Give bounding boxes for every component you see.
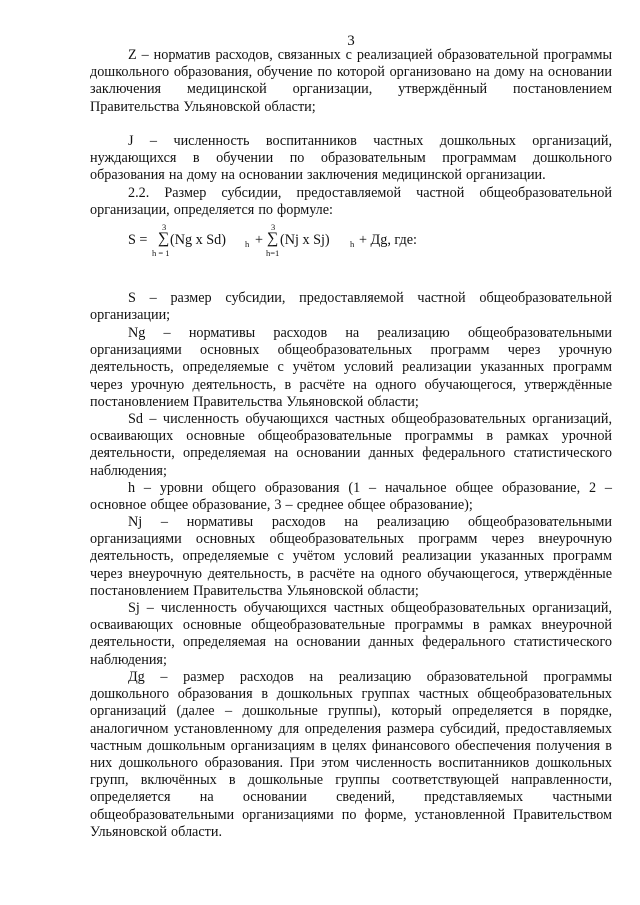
paragraph-h-definition: h – уровни общего образования (1 – начальное общее образование, 2 – основное общее образование, 3 – среднее общее образование); xyxy=(90,480,612,514)
paragraph-sj-definition: Sj – численность обучающихся частных общеобразовательных организаций, осваивающих основные общеобразовательные программы в рамках внеурочной деятельности, определяемая на основании данных федерального статистического наблюдения; xyxy=(90,600,612,668)
formula-sum2-lower: h=1 xyxy=(266,248,280,258)
paragraph-ng-definition: Ng – нормативы расходов на реализацию общеобразовательными организациями основных общеобразовательных программ через урочную деятельность, определяемые с учётом условий реализации указанных программ через урочную деятельность, в расчёте на одного обучающегося, утверждённые постановлением Правительства Ульяновской области; xyxy=(90,325,612,410)
formula-sum1-sign: ∑ xyxy=(158,230,170,247)
subsidy-formula xyxy=(128,224,428,264)
paragraph-z-definition: Z – норматив расходов, связанных с реализацией образовательной программы дошкольного образования, обучение по которой организовано на дому на основании заключения медицинской организации, утверждённый постановлением Правительства Ульяновской области; xyxy=(90,47,612,115)
formula-sum2-sign: ∑ xyxy=(267,230,279,247)
page-number: 3 xyxy=(347,33,355,49)
formula-term2-subscript: h xyxy=(350,239,355,249)
paragraph-section-2-2: 2.2. Размер субсидии, предоставляемой частной общеобразовательной организации, определяется по формуле: xyxy=(90,185,612,219)
paragraph-s-definition: S – размер субсидии, предоставляемой частной общеобразовательной организации; xyxy=(90,290,612,324)
paragraph-nj-definition: Nj – нормативы расходов на реализацию общеобразовательными организациями основных общеобразовательных программ через внеурочную деятельность, определяемые с учётом условий реализации указанных программ через внеурочную деятельность, в расчёте на одного обучающегося, утверждённые постановлением Правительства Ульяновской области; xyxy=(90,514,612,599)
paragraph-sd-definition: Sd – численность обучающихся частных общеобразовательных организаций, осваивающих основные общеобразовательные программы в рамках урочной деятельности, определяемая на основании данных федерального статистического наблюдения; xyxy=(90,411,612,479)
formula-lhs: S = xyxy=(128,232,148,248)
formula-term1-subscript: h xyxy=(245,239,250,249)
formula-sum2-upper: 3 xyxy=(271,222,276,232)
formula-term1: (Ng x Sd) xyxy=(170,232,226,248)
formula-plus: + xyxy=(255,232,264,248)
formula-term2: (Nj x Sj) xyxy=(280,232,330,248)
paragraph-j-definition: J – численность воспитанников частных дошкольных организаций, нуждающихся в обучении по образовательным программам дошкольного образования на дому на основании заключения медицинской организации. xyxy=(90,133,612,184)
document-page xyxy=(90,0,612,905)
formula-sum1-upper: 3 xyxy=(162,222,167,232)
paragraph-dg-definition: Дg – размер расходов на реализацию образовательной программы дошкольного образования в дошкольных группах частных общеобразовательных организаций (далее – дошкольные группы), который определяется в порядке, аналогичном установленному для определения размера субсидий, предоставляемых частным дошкольным организациям в целях финансового обеспечения получения в них дошкольного образования. При этом численность воспитанников дошкольных групп, включённых в дошкольные группы соответствующей направленности, определяется на основании сведений, представляемых частными общеобразовательными организациями по форме, установленной Правительством Ульяновской области. xyxy=(90,669,612,840)
formula-tail: + Дg, где: xyxy=(359,232,417,248)
formula-sum1-lower: h = 1 xyxy=(152,248,170,258)
